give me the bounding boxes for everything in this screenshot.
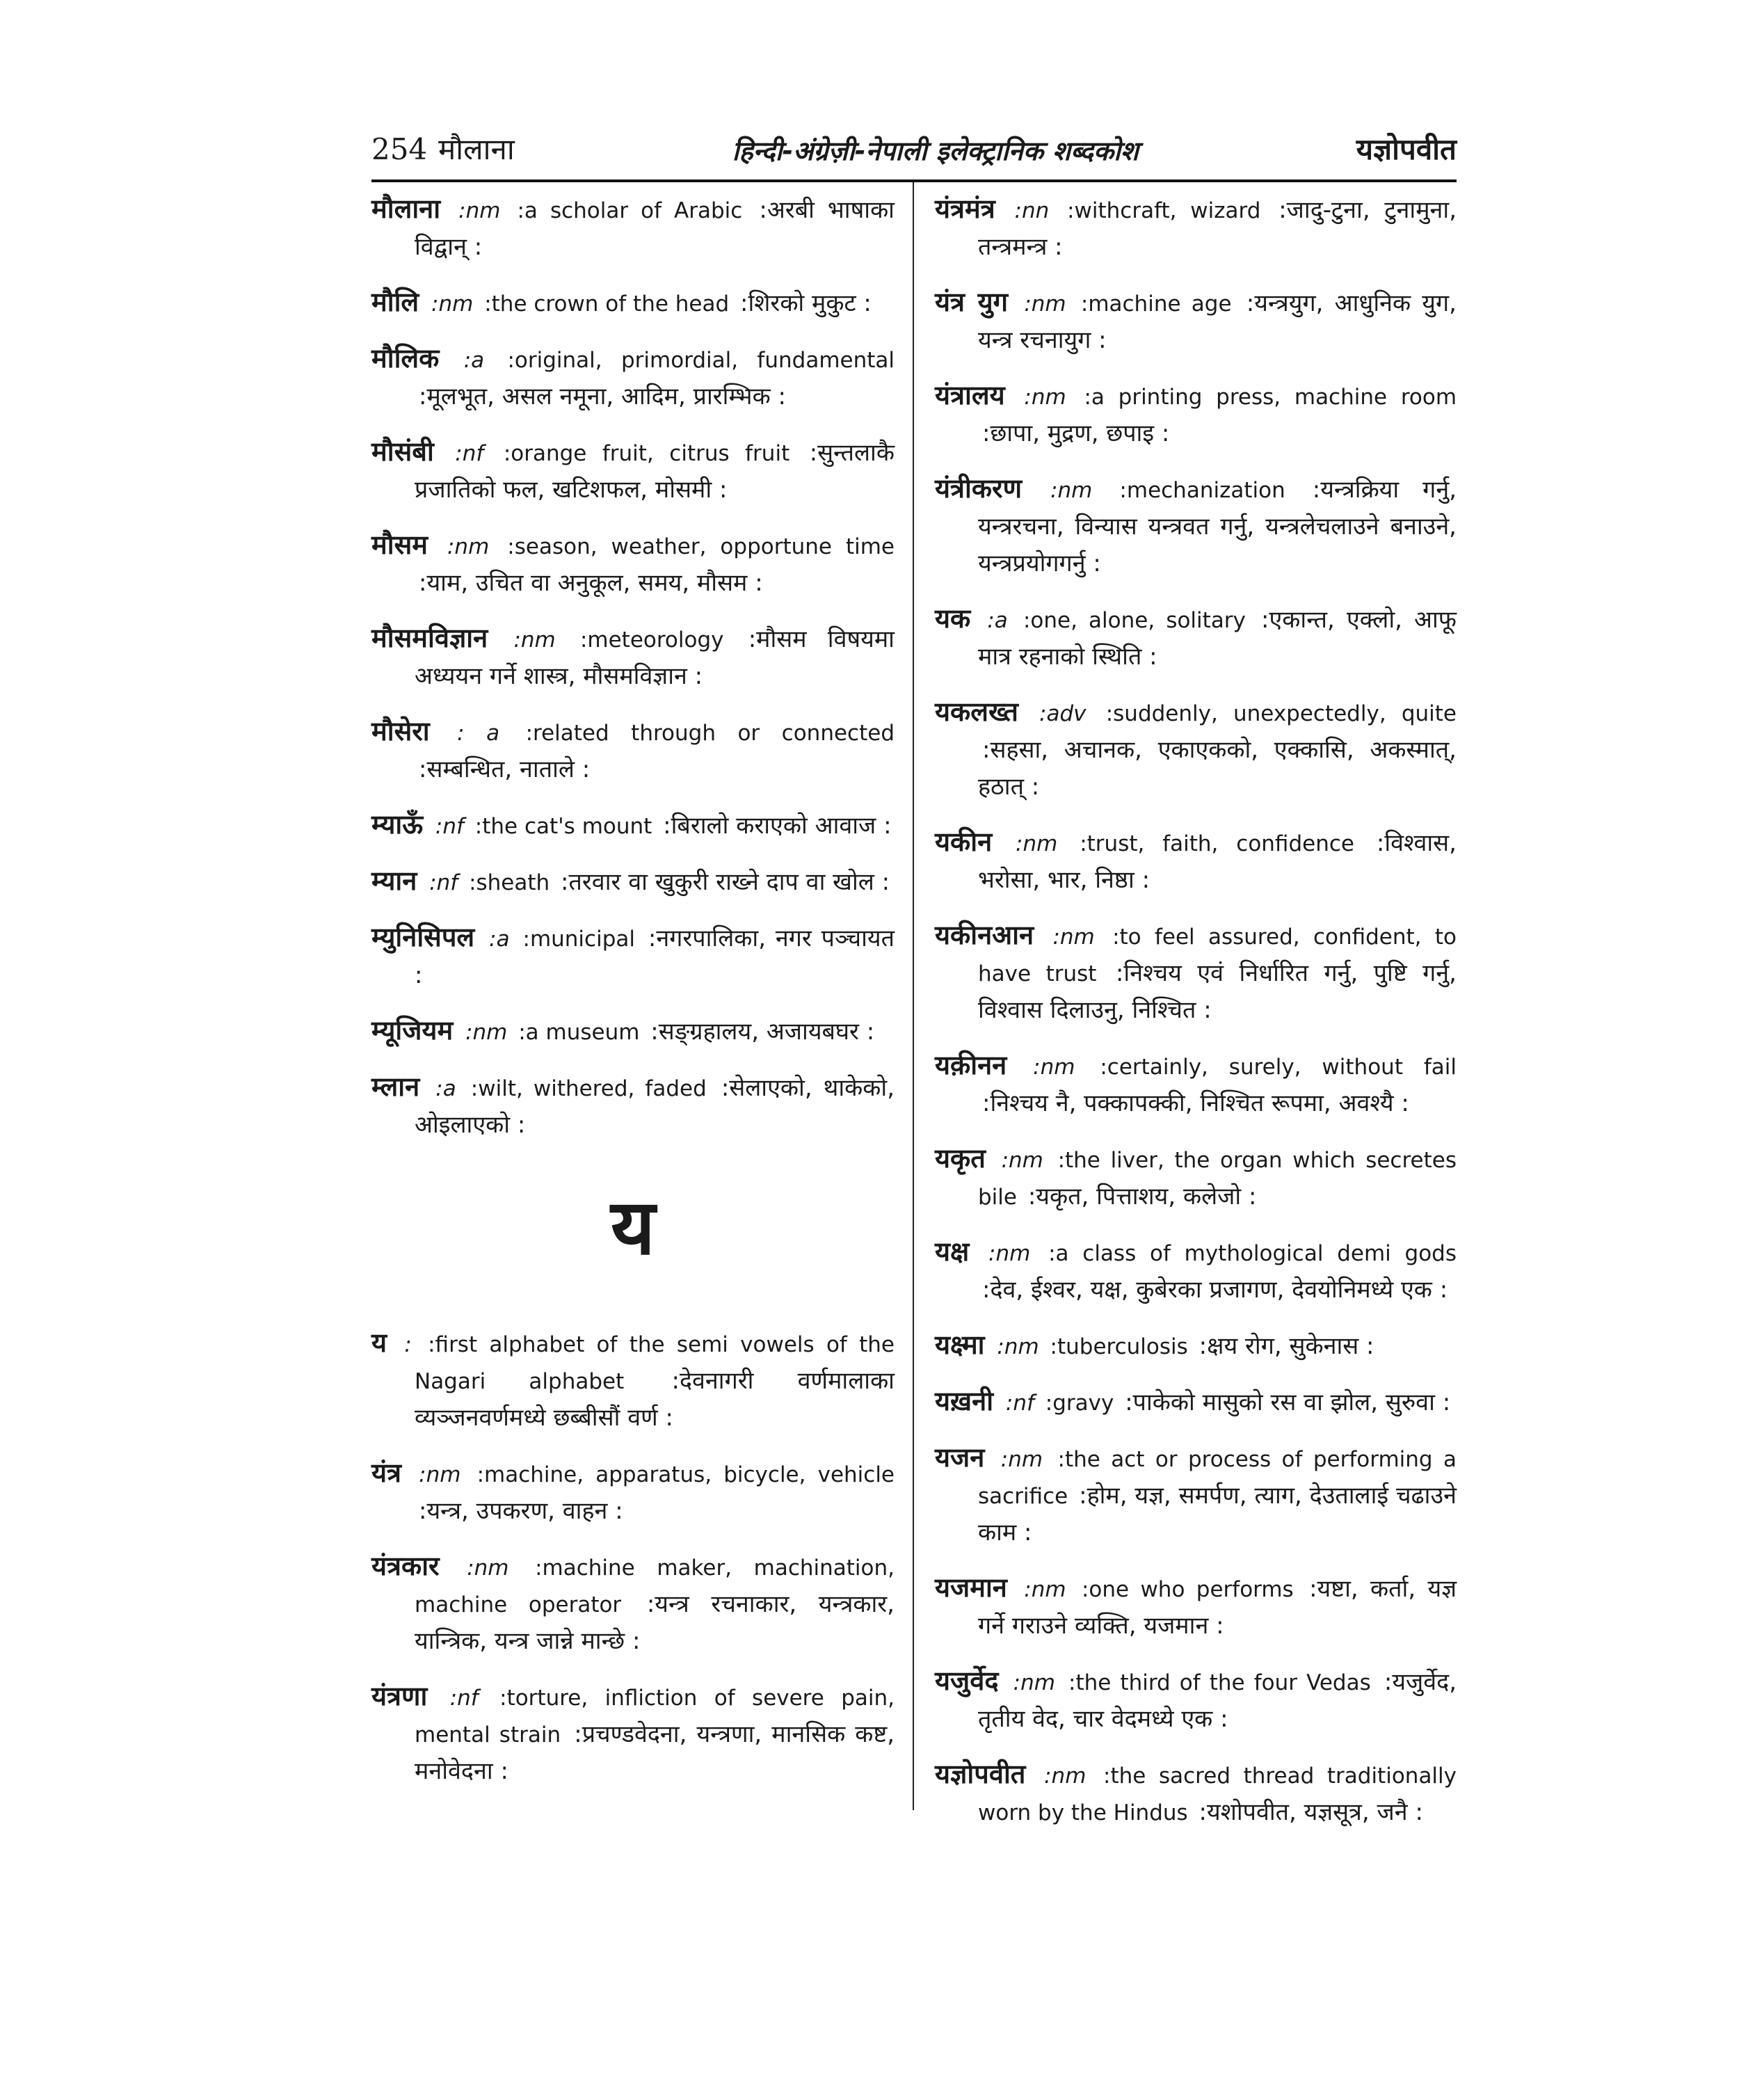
nepali-translation: :यकृत, पित्ताशय, कलेजो :	[1027, 1183, 1257, 1210]
right-entry-list	[935, 191, 1457, 1831]
nepali-translation: :यन्त्रक्रिया गर्नु, यन्त्ररचना, विन्यास यन्त्रवत गर्नु, यन्त्रलेचलाउने बनाउने, यन्त्रप्रयोगगर्नु :	[978, 476, 1457, 577]
english-definition: :suddenly, unexpectedly, quite	[1105, 701, 1457, 726]
part-of-speech: :nm	[1024, 1577, 1066, 1602]
english-definition: :trust, faith, confidence	[1080, 831, 1354, 856]
dictionary-entry	[371, 806, 895, 845]
headword: यंत्रमंत्र	[935, 193, 995, 224]
nepali-translation: :सहसा, अचानक, एकाएकको, एक्कासि, अकस्मात्, हठात् :	[978, 736, 1457, 801]
part-of-speech: :nm	[1013, 1670, 1055, 1695]
dictionary-entry	[371, 713, 895, 788]
dictionary-entry	[371, 340, 895, 415]
english-definition: :machine maker, machination, machine operator	[415, 1556, 895, 1617]
part-of-speech: :nf	[1005, 1391, 1034, 1416]
english-definition: :the act or process of performing a sacrifice	[978, 1447, 1457, 1509]
headword: यक	[935, 603, 971, 634]
nepali-translation: :पाकेको मासुको रस वा झोल, सुरुवा :	[1125, 1389, 1451, 1416]
nepali-translation: :याम, उचित वा अनुकूल, समय, मौसम :	[419, 569, 763, 597]
english-definition: :tuberculosis	[1050, 1334, 1188, 1359]
nepali-translation: :निश्चय नै, पक्कापक्की, निश्चित रूपमा, अवश्यै :	[982, 1089, 1409, 1117]
headword: यकीनआन	[935, 920, 1034, 950]
headword: यक़ीनन	[935, 1050, 1007, 1080]
part-of-speech: :nm	[997, 1334, 1039, 1359]
nepali-translation: :यजुर्वेद, तृतीय वेद, चार वेदमध्ये एक :	[978, 1668, 1457, 1733]
part-of-speech: :nm	[1001, 1148, 1043, 1173]
nepali-translation: :यन्त्र रचनाकार, यन्त्रकार, यान्त्रिक, यन्त्र जान्ने मान्छे :	[415, 1590, 895, 1655]
headword: यंत्रीकरण	[935, 473, 1023, 504]
page-number: 254	[371, 132, 428, 166]
dictionary-entry	[935, 1383, 1457, 1421]
headword: यजुर्वेद	[935, 1665, 999, 1696]
nepali-translation: :यन्त्रयुग, आधुनिक युग, यन्त्र रचनायुग :	[978, 289, 1457, 354]
part-of-speech: :nm	[467, 1556, 509, 1581]
headword: म्लान	[371, 1071, 420, 1102]
nepali-translation: :तरवार वा खुकुरी राख्ने दाप वा खोल :	[561, 868, 890, 896]
headword: यख़नी	[935, 1386, 994, 1416]
english-definition: :the liver, the organ which secretes bile	[978, 1148, 1457, 1210]
english-definition: :machine, apparatus, bicycle, vehicle	[476, 1462, 895, 1487]
nepali-translation: :सम्बन्धित, नाताले :	[419, 755, 591, 783]
dictionary-entry	[371, 1678, 895, 1790]
header-left	[371, 129, 515, 168]
nepali-translation: :यष्टा, कर्ता, यज्ञ गर्ने गराउने व्यक्ति, यजमान :	[978, 1575, 1457, 1640]
nepali-translation: :छापा, मुद्रण, छपाइ :	[982, 419, 1170, 447]
dictionary-entry	[935, 1569, 1457, 1645]
nepali-translation: :मूलभूत, असल नमूना, आदिम, प्रारम्भिक :	[419, 383, 786, 410]
headword: यकलख्त	[935, 696, 1018, 727]
nepali-translation: :सुन्तलाकै प्रजातिको फल, खटिशफल, मोसमी :	[415, 439, 895, 504]
headword: मौलिक	[371, 343, 440, 374]
dictionary-entry	[935, 470, 1457, 582]
dictionary-entry	[935, 191, 1457, 266]
dictionary-entry	[371, 527, 895, 602]
part-of-speech: :nf	[455, 441, 484, 466]
dictionary-entry	[371, 1012, 895, 1050]
nepali-translation: :क्षय रोग, सुकेनास :	[1198, 1332, 1374, 1360]
header-rule	[371, 179, 1457, 182]
headword: म्यूजियम	[371, 1015, 454, 1046]
dictionary-entry	[371, 919, 895, 994]
dictionary-entry	[935, 1140, 1457, 1215]
headword: यजमान	[935, 1572, 1007, 1603]
headword: यक्ष्मा	[935, 1329, 985, 1360]
part-of-speech: :nm	[1024, 385, 1066, 410]
headword: मौलि	[371, 287, 419, 317]
headword: यजन	[935, 1442, 985, 1473]
part-of-speech: :nm	[1000, 1447, 1043, 1472]
english-definition: :machine age	[1080, 291, 1232, 317]
dictionary-entry	[371, 1548, 895, 1660]
nepali-translation: :निश्चय एवं निर्धारित गर्नु, पुष्टि गर्नु, विश्वास दिलाउनु, निश्चित :	[978, 959, 1457, 1024]
dictionary-entry	[935, 1439, 1457, 1551]
english-definition: :torture, infliction of severe pain, mental strain	[415, 1686, 895, 1748]
dictionary-entry	[935, 1047, 1457, 1122]
headword: मौसम	[371, 529, 428, 560]
dictionary-entry	[935, 600, 1457, 675]
part-of-speech: :	[404, 1332, 412, 1357]
dictionary-entry	[371, 1069, 895, 1144]
header-first-word: मौलाना	[438, 132, 515, 166]
nepali-translation: :सेलाएको, थाकेको, ओइलाएको :	[415, 1074, 895, 1139]
english-definition: :a class of mythological demi gods	[1048, 1241, 1457, 1266]
part-of-speech: :a	[987, 608, 1008, 633]
english-definition: :a scholar of Arabic	[517, 198, 743, 223]
part-of-speech: :nm	[431, 291, 474, 317]
nepali-translation: :विश्वास, भरोसा, भार, निष्ठा :	[978, 829, 1457, 894]
headword: यंत्र	[371, 1457, 402, 1488]
dictionary-entry	[371, 863, 895, 901]
part-of-speech: :nm	[1033, 1055, 1075, 1080]
dictionary-entry	[371, 433, 895, 509]
part-of-speech: :nm	[513, 627, 556, 653]
dictionary-entry	[935, 284, 1457, 359]
part-of-speech: :a	[435, 1076, 456, 1101]
dictionary-entry	[371, 620, 895, 695]
dictionary-entry	[371, 284, 895, 322]
headword: यक्ष	[935, 1236, 970, 1267]
english-definition: :orange fruit, citrus fruit	[503, 441, 790, 466]
english-definition: :first alphabet of the semi vowels of the Nagari alphabet	[415, 1332, 895, 1394]
part-of-speech: :nf	[435, 814, 464, 839]
part-of-speech: :a	[489, 927, 510, 952]
part-of-speech: :nm	[458, 198, 501, 223]
part-of-speech: :nf	[429, 870, 458, 895]
dictionary-title: हिन्दी-अंग्रेज़ी-नेपाली इलेक्ट्रानिक शब्दकोश	[732, 136, 1139, 166]
left-entry-list-2	[371, 1325, 895, 1790]
nepali-translation: :होम, यज्ञ, समर्पण, त्याग, देउतालाई चढाउने काम :	[978, 1482, 1457, 1546]
part-of-speech: :nm	[1052, 925, 1095, 950]
part-of-speech: :adv	[1039, 701, 1087, 726]
part-of-speech: :nm	[1044, 1764, 1087, 1789]
right-column	[935, 191, 1457, 1849]
dictionary-entry	[935, 1233, 1457, 1309]
nepali-translation: :एकान्त, एक्लो, आफू मात्र रहनाको स्थिति :	[978, 606, 1457, 671]
english-definition: :wilt, withered, faded	[470, 1076, 707, 1101]
part-of-speech: :nm	[1024, 291, 1066, 317]
part-of-speech: :nm	[465, 1020, 508, 1045]
part-of-speech: :a	[463, 348, 485, 373]
nepali-translation: :देवनागरी वर्णमालाका व्यञ्जनवर्णमध्ये छब्बीसौं वर्ण :	[415, 1367, 895, 1432]
nepali-translation: :प्रचण्डवेदना, यन्त्रणा, मानसिक कष्ट, मनोवेदना :	[415, 1720, 895, 1785]
english-definition: :mechanization	[1119, 478, 1285, 503]
nepali-translation: :सङ्ग्रहालय, अजायबघर :	[650, 1018, 875, 1046]
headword: यंत्रकार	[371, 1551, 440, 1581]
english-definition: :related through or connected	[525, 721, 895, 746]
english-definition: :original, primordial, fundamental	[507, 348, 895, 373]
dictionary-entry	[935, 1327, 1457, 1365]
dictionary-entry	[371, 1325, 895, 1437]
headword: यकीन	[935, 826, 993, 857]
headword: य	[371, 1327, 387, 1358]
english-definition: :certainly, surely, without fail	[1100, 1055, 1457, 1080]
part-of-speech: :nm	[447, 534, 490, 559]
english-definition: :the cat's mount	[474, 814, 652, 839]
english-definition: :one, alone, solitary	[1023, 608, 1246, 633]
nepali-translation: :यशोपवीत, यज्ञसूत्र, जनै :	[1198, 1798, 1423, 1826]
part-of-speech: :nf	[449, 1686, 479, 1711]
dictionary-entry	[371, 1455, 895, 1530]
nepali-translation: :शिरको मुकुट :	[740, 289, 872, 317]
headword: यंत्रणा	[371, 1681, 428, 1711]
english-definition: :the crown of the head	[484, 291, 730, 317]
english-definition: :a printing press, machine room	[1084, 385, 1457, 410]
headword: मौसेरा	[371, 716, 430, 746]
dictionary-entry	[935, 1756, 1457, 1831]
english-definition: :meteorology	[579, 627, 724, 653]
part-of-speech: : a	[457, 721, 500, 746]
headword: म्याऊँ	[371, 809, 424, 840]
english-definition: :season, weather, opportune time	[507, 534, 895, 559]
dictionary-entry	[935, 917, 1457, 1029]
part-of-speech: :nm	[988, 1241, 1031, 1266]
dictionary-entry	[935, 377, 1457, 452]
part-of-speech: :nm	[1050, 478, 1093, 503]
english-definition: :the sacred thread traditionally worn by the Hindus	[978, 1764, 1457, 1825]
english-definition: :to feel assured, confident, to have trust	[978, 925, 1457, 986]
headword: मौलाना	[371, 193, 441, 224]
headword: यज्ञोपवीत	[935, 1759, 1026, 1789]
nepali-translation: :यन्त्र, उपकरण, वाहन :	[419, 1497, 623, 1525]
english-definition: :sheath	[469, 870, 550, 895]
part-of-speech: :nm	[419, 1462, 461, 1487]
left-column	[371, 191, 895, 1808]
nepali-translation: :नगरपालिका, नगर पञ्चायत :	[415, 925, 895, 989]
left-entry-list	[371, 191, 895, 1144]
headword: यंत्र युग	[935, 287, 1009, 317]
headword: यकृत	[935, 1143, 986, 1174]
dictionary-entry	[371, 191, 895, 266]
english-definition: :the third of the four Vedas	[1068, 1670, 1371, 1695]
section-letter: य	[611, 1183, 655, 1272]
nepali-translation: :मौसम विषयमा अध्ययन गर्ने शास्त्र, मौसमविज्ञान :	[415, 625, 895, 690]
headword: म्युनिसिपल	[371, 922, 475, 952]
nepali-translation: :अरबी भाषाका विद्वान् :	[415, 196, 895, 261]
page-header	[371, 127, 1457, 168]
column-divider	[913, 182, 914, 1810]
headword: मौसमविज्ञान	[371, 623, 488, 653]
english-definition: :gravy	[1045, 1391, 1114, 1416]
english-definition: :a museum	[518, 1020, 640, 1045]
headword: मौसंबी	[371, 436, 434, 467]
english-definition: :withcraft, wizard	[1067, 198, 1261, 223]
dictionary-entry	[935, 694, 1457, 806]
dictionary-entry	[935, 824, 1457, 899]
header-last-word: यज्ञोपवीत	[1356, 132, 1457, 166]
part-of-speech: :nm	[1016, 831, 1058, 856]
english-definition: :municipal	[522, 927, 635, 952]
part-of-speech: :nn	[1014, 198, 1050, 223]
nepali-translation: :देव, ईश्वर, यक्ष, कुबेरका प्रजागण, देवयोनिमध्ये एक :	[982, 1276, 1448, 1304]
headword: यंत्रालय	[935, 380, 1005, 410]
dictionary-entry	[935, 1663, 1457, 1738]
headword: म्यान	[371, 865, 417, 896]
nepali-translation: :जादु-टुना, टुनामुना, तन्त्रमन्त्र :	[978, 196, 1457, 261]
english-definition: :one who performs	[1081, 1577, 1294, 1602]
nepali-translation: :बिरालो कराएको आवाज :	[663, 812, 892, 840]
